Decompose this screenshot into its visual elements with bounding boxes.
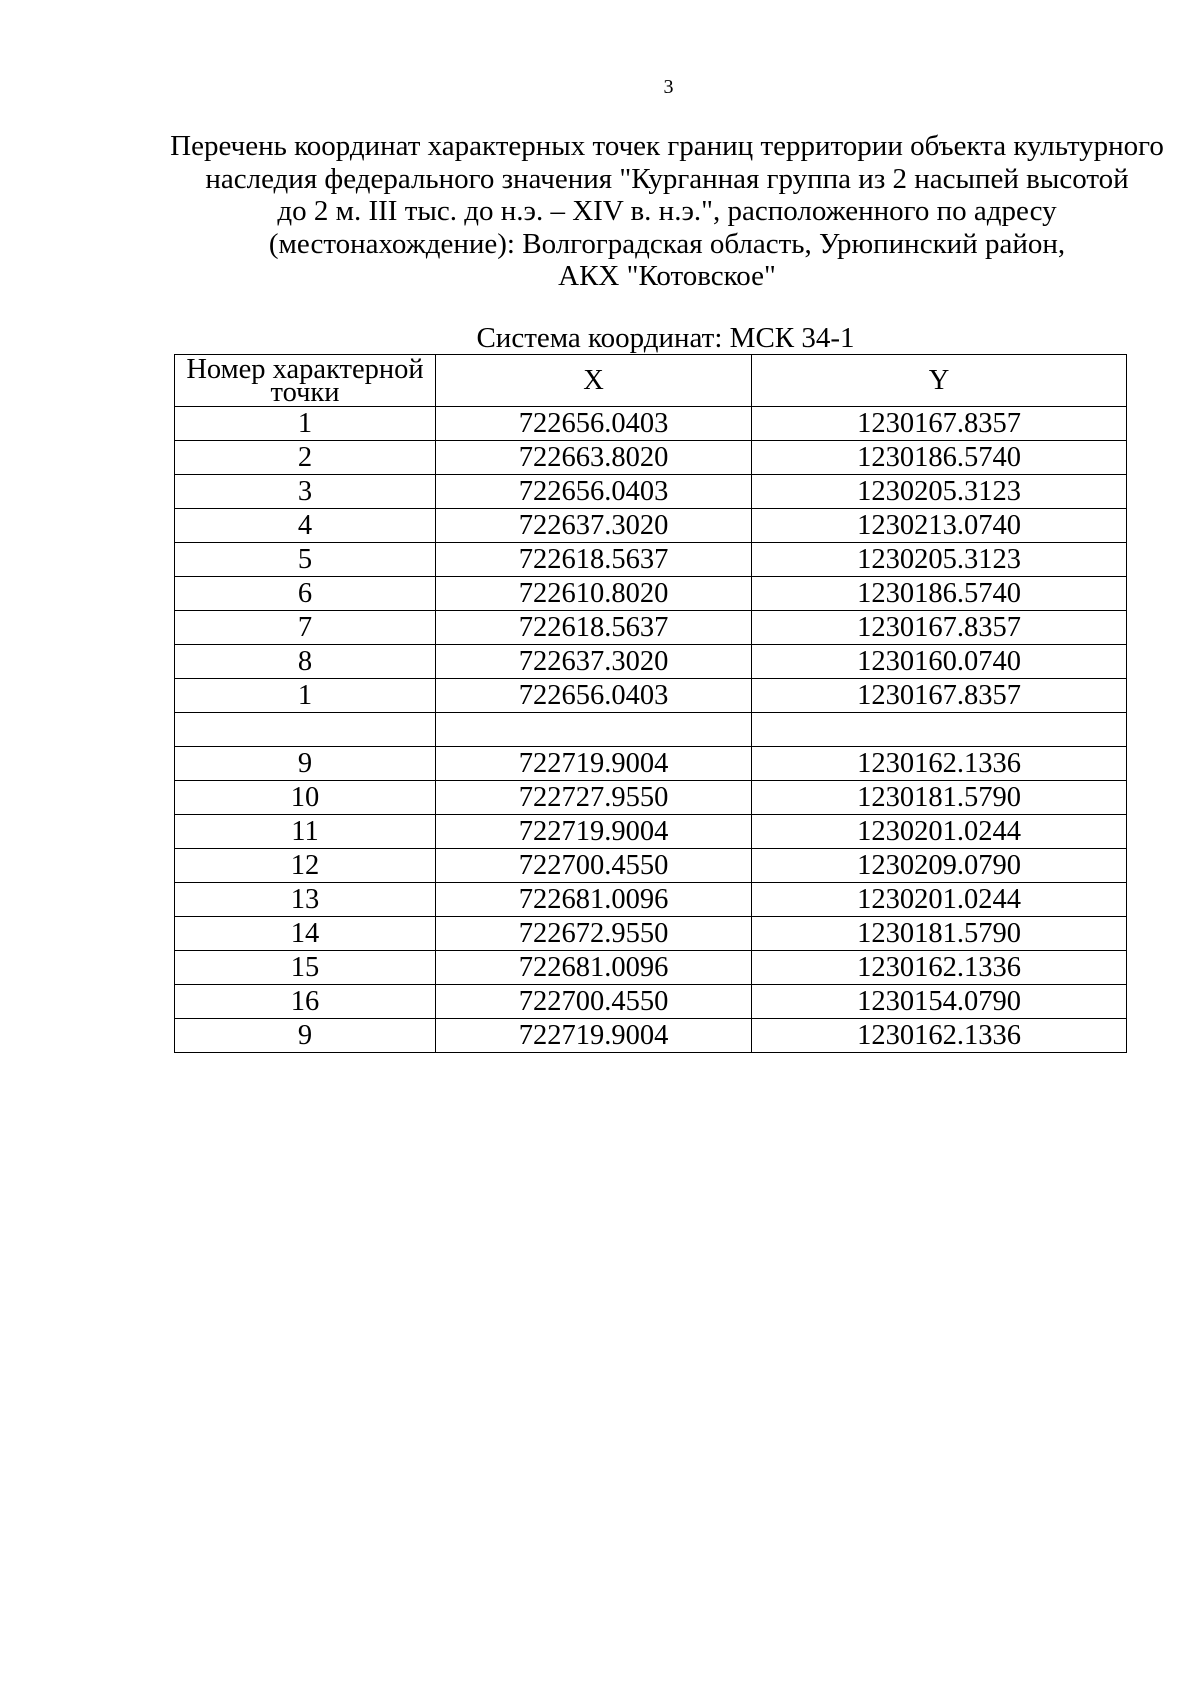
table-row (175, 441, 1127, 475)
point-number-cell: 12 (175, 849, 436, 883)
x-coordinate-cell: 722719.9004 (436, 815, 752, 849)
title-line: АКХ "Котовское" (558, 260, 776, 292)
title-line: Перечень координат характерных точек границ территории объекта культурного (170, 130, 1164, 162)
table-row (175, 645, 1127, 679)
x-coordinate-cell: 722610.8020 (436, 577, 752, 611)
x-coordinate-cell: 722719.9004 (436, 1019, 752, 1053)
y-coordinate-cell: 1230201.0244 (752, 883, 1127, 917)
point-number-cell: 7 (175, 611, 436, 645)
x-coordinate-cell: 722618.5637 (436, 611, 752, 645)
y-coordinate-cell: 1230162.1336 (752, 747, 1127, 781)
point-number-cell: 4 (175, 509, 436, 543)
header-y: Y (752, 355, 1127, 407)
table-row (175, 543, 1127, 577)
x-coordinate-cell: 722637.3020 (436, 509, 752, 543)
table-row (175, 713, 1127, 747)
x-coordinate-cell: 722663.8020 (436, 441, 752, 475)
coordinates-table (174, 354, 1127, 1053)
point-number-cell: 9 (175, 747, 436, 781)
y-coordinate-cell: 1230205.3123 (752, 475, 1127, 509)
y-coordinate-cell: 1230181.5790 (752, 781, 1127, 815)
y-coordinate-cell: 1230186.5740 (752, 441, 1127, 475)
title-line: до 2 м. III тыс. до н.э. – XIV в. н.э.", расположенного по адресу (277, 195, 1057, 227)
point-number-cell: 9 (175, 1019, 436, 1053)
header-x: X (436, 355, 752, 407)
table-row (175, 1019, 1127, 1053)
x-coordinate-cell: 722618.5637 (436, 543, 752, 577)
table-row (175, 679, 1127, 713)
table-row (175, 985, 1127, 1019)
header-point-number (175, 355, 436, 407)
x-coordinate-cell: 722719.9004 (436, 747, 752, 781)
y-coordinate-cell: 1230181.5790 (752, 917, 1127, 951)
header-point-line2: точки (270, 376, 340, 407)
y-coordinate-cell: 1230186.5740 (752, 577, 1127, 611)
y-coordinate-cell: 1230205.3123 (752, 543, 1127, 577)
coordinate-system-caption: Система координат: МСК 34-1 (476, 322, 855, 354)
y-coordinate-cell: 1230209.0790 (752, 849, 1127, 883)
x-coordinate-cell: 722700.4550 (436, 985, 752, 1019)
y-coordinate-cell: 1230167.8357 (752, 611, 1127, 645)
x-coordinate-cell: 722656.0403 (436, 679, 752, 713)
header-point-line1: Номер характерной (186, 354, 424, 385)
x-coordinate-cell: 722656.0403 (436, 475, 752, 509)
point-number-cell: 3 (175, 475, 436, 509)
table-row (175, 509, 1127, 543)
point-number-cell: 13 (175, 883, 436, 917)
x-coordinate-cell: 722656.0403 (436, 407, 752, 441)
table-row (175, 883, 1127, 917)
table-row (175, 475, 1127, 509)
y-coordinate-cell: 1230167.8357 (752, 679, 1127, 713)
table-header-row (175, 355, 1127, 407)
document-title (160, 130, 1174, 293)
x-coordinate-cell: 722681.0096 (436, 951, 752, 985)
x-coordinate-cell: 722700.4550 (436, 849, 752, 883)
x-coordinate-cell: 722727.9550 (436, 781, 752, 815)
table-row (175, 577, 1127, 611)
point-number-cell: 2 (175, 441, 436, 475)
y-coordinate-cell: 1230167.8357 (752, 407, 1127, 441)
table-row (175, 611, 1127, 645)
point-number-cell: 5 (175, 543, 436, 577)
table-row (175, 407, 1127, 441)
y-coordinate-cell: 1230160.0740 (752, 645, 1127, 679)
x-coordinate-cell (436, 713, 752, 747)
point-number-cell: 6 (175, 577, 436, 611)
table-row (175, 747, 1127, 781)
point-number-cell: 14 (175, 917, 436, 951)
x-coordinate-cell: 722681.0096 (436, 883, 752, 917)
y-coordinate-cell: 1230162.1336 (752, 1019, 1127, 1053)
y-coordinate-cell: 1230154.0790 (752, 985, 1127, 1019)
point-number-cell: 1 (175, 679, 436, 713)
point-number-cell: 10 (175, 781, 436, 815)
table-row (175, 815, 1127, 849)
point-number-cell: 1 (175, 407, 436, 441)
point-number-cell: 8 (175, 645, 436, 679)
title-line: наследия федерального значения "Курганная группа из 2 насыпей высотой (205, 162, 1129, 195)
table-row (175, 917, 1127, 951)
y-coordinate-cell (752, 713, 1127, 747)
point-number-cell: 11 (175, 815, 436, 849)
point-number-cell: 16 (175, 985, 436, 1019)
y-coordinate-cell: 1230162.1336 (752, 951, 1127, 985)
table-body (175, 407, 1127, 1053)
point-number-cell (175, 713, 436, 747)
point-number-cell: 15 (175, 951, 436, 985)
page-number: 3 (663, 76, 674, 98)
table-row (175, 849, 1127, 883)
x-coordinate-cell: 722637.3020 (436, 645, 752, 679)
y-coordinate-cell: 1230201.0244 (752, 815, 1127, 849)
y-coordinate-cell: 1230213.0740 (752, 509, 1127, 543)
x-coordinate-cell: 722672.9550 (436, 917, 752, 951)
table-row (175, 951, 1127, 985)
title-line: (местонахождение): Волгоградская область, Урюпинский район, (268, 227, 1066, 260)
table-row (175, 781, 1127, 815)
